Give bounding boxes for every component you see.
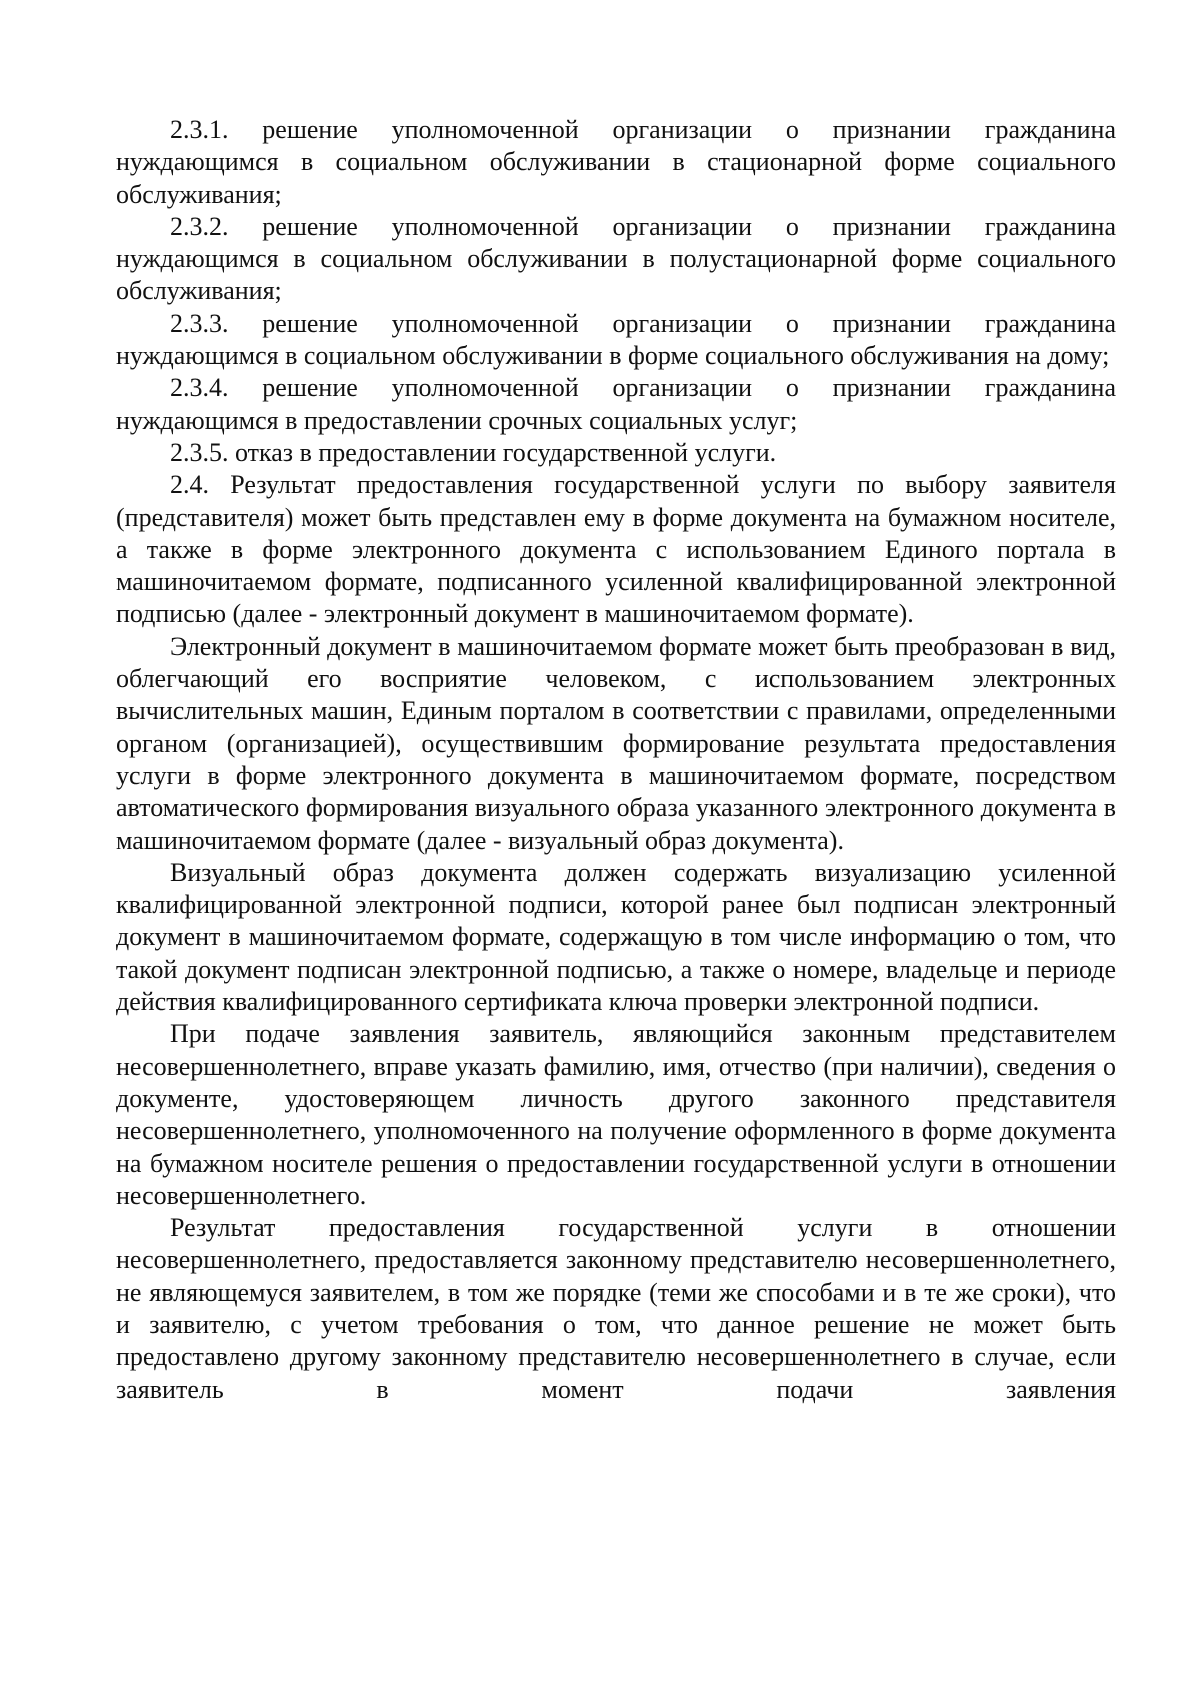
paragraph-2-3-1: 2.3.1. решение уполномоченной организации о признании гражданина нуждающимся в социальном обслуживании в стационарной форме социального обслуживания; [116,115,1116,209]
paragraph-visual-image: Визуальный образ документа должен содержать визуализацию усиленной квалифицированной электронной подписи, которой ранее был подписан электронный документ в машиночитаемом формате, содержащую в том числе информацию о том, что такой документ подписан электронной подписью, а также о номере, владельце и периоде действия квалифицированного сертификата ключа проверки электронной подписи. [116,857,1116,1017]
document-body [116,114,1116,1406]
paragraph-result-minor: Результат предоставления государственной услуги в отношении несовершеннолетнего, предоставляется законному представителю несовершеннолетнего, не являющемуся заявителем, в том же порядке (теми же способами и в те же сроки), что и заявителю, с учетом требования о том, что данное решение не может быть предоставлено другому законному представителю несовершеннолетнего в случае, если заявитель в момент подачи заявления [116,1213,1116,1404]
paragraph-application-submission: При подаче заявления заявитель, являющийся законным представителем несовершеннолетнего, вправе указать фамилию, имя, отчество (при наличии), сведения о документе, удостоверяющем личность другого законного представителя несовершеннолетнего, уполномоченного на получение оформленного в форме документа на бумажном носителе решения о предоставлении государственной услуги в отношении несовершеннолетнего. [116,1019,1116,1210]
paragraph-2-4: 2.4. Результат предоставления государственной услуги по выбору заявителя (представителя) может быть представлен ему в форме документа на бумажном носителе, а также в форме электронного документа с использованием Единого портала в машиночитаемом формате, подписанного усиленной квалифицированной электронной подписью (далее - электронный документ в машиночитаемом формате). [116,470,1116,629]
paragraph-electronic-document: Электронный документ в машиночитаемом формате может быть преобразован в вид, облегчающий его восприятие человеком, с использованием электронных вычислительных машин, Единым порталом в соответствии с правилами, определенными органом (организацией), осуществившим формирование результата предоставления услуги в форме электронного документа в машиночитаемом формате, посредством автоматического формирования визуального образа указанного электронного документа в машиночитаемом формате (далее - визуальный образ документа). [116,631,1116,855]
paragraph-2-3-5: 2.3.5. отказ в предоставлении государственной услуги. [170,437,777,467]
paragraph-2-3-3: 2.3.3. решение уполномоченной организации о признании гражданина нуждающимся в социальном обслуживании в форме социального обслуживания на дому; [116,308,1116,371]
paragraph-2-3-2: 2.3.2. решение уполномоченной организации о признании гражданина нуждающимся в социальном обслуживании в полустационарной форме социального обслуживания; [116,211,1116,306]
paragraph-2-3-4: 2.3.4. решение уполномоченной организации о признании гражданина нуждающимся в предоставлении срочных социальных услуг; [116,373,1116,435]
